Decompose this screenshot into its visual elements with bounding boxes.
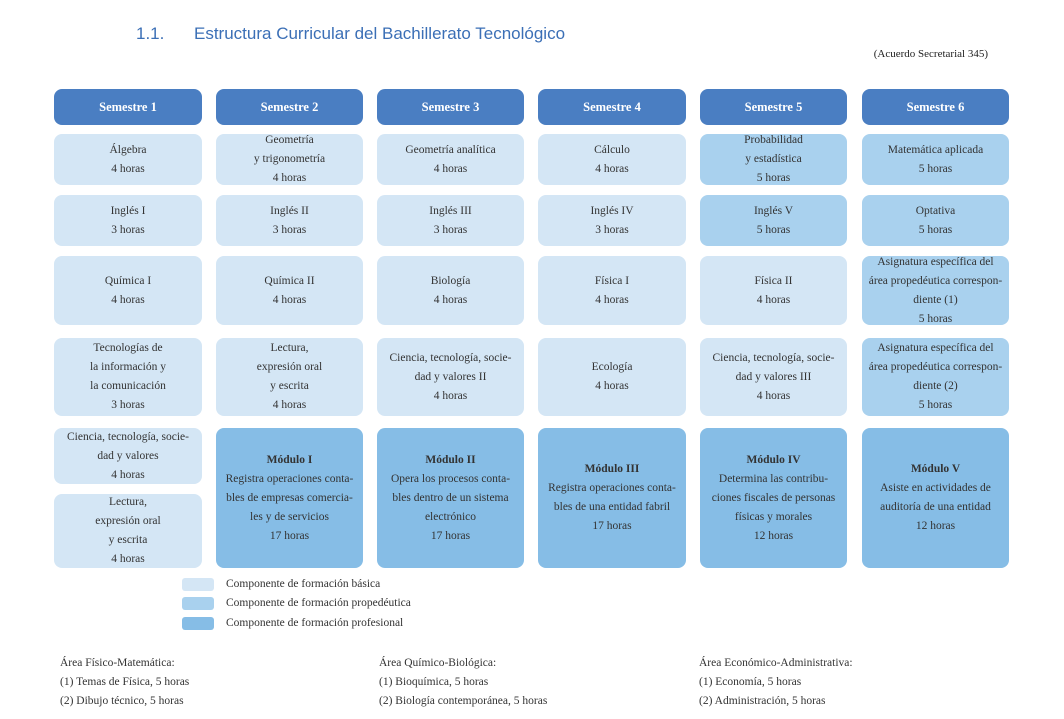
course-name-3: y escrita: [270, 380, 309, 392]
module-hours: 12 horas: [753, 529, 794, 542]
module-2: [377, 428, 524, 568]
course-ciencia-tecnologia-1: [54, 428, 202, 484]
course-tecnologias-informacion: [54, 338, 202, 416]
course-name: Probabilidad: [744, 134, 803, 146]
course-hours: 4 horas: [111, 162, 145, 175]
course-name-2: expresión oral: [95, 515, 161, 527]
course-hours: 4 horas: [595, 162, 629, 175]
module-title: Módulo II: [425, 453, 476, 466]
semester-1-header: Semestre 1: [54, 89, 202, 125]
area-economico-administrativa: [699, 654, 853, 711]
course-fisica-2: [700, 256, 847, 325]
module-line: físicas y morales: [734, 510, 813, 523]
legend-professional: [182, 616, 403, 630]
module-line: ciones fiscales de personas: [711, 491, 836, 504]
module-line: Opera los procesos conta-: [390, 472, 511, 485]
course-name: Inglés III: [429, 204, 472, 217]
course-hours: 4 horas: [272, 399, 307, 411]
legend-label: Componente de formación profesional: [226, 617, 404, 629]
area-item: (1) Temas de Física, 5 horas: [60, 676, 190, 688]
module-line: bles de una entidad fabril: [553, 501, 671, 513]
course-name: Matemática aplicada: [887, 143, 984, 156]
course-hours: 5 horas: [918, 223, 953, 236]
module-title: Módulo IV: [746, 453, 801, 466]
course-hours: 3 horas: [111, 399, 145, 411]
course-hours: 5 horas: [756, 223, 791, 236]
module-line: Registra operaciones conta-: [225, 472, 354, 485]
module-hours: 17 horas: [269, 529, 310, 542]
legend-propedeutic: [182, 596, 411, 610]
section-number: 1.1.: [136, 24, 165, 43]
area-title: Área Físico-Matemática:: [60, 657, 175, 669]
course-hours: 4 horas: [433, 389, 468, 402]
course-name: Ciencia, tecnología, socie-: [389, 351, 512, 364]
course-name-2: área propedéutica correspon-: [868, 274, 1003, 287]
module-title: Módulo I: [266, 453, 313, 466]
course-name: Álgebra: [109, 143, 147, 156]
module-line: Determina las contribu-: [718, 472, 829, 485]
area-fisico-matematica: [60, 654, 189, 711]
course-optativa: [862, 195, 1009, 246]
course-name-2: expresión oral: [256, 361, 323, 373]
course-biologia: [377, 256, 524, 325]
course-quimica-2: [216, 256, 363, 325]
semester-5-header: Semestre 5: [700, 89, 847, 125]
course-name: Química I: [104, 274, 152, 287]
course-ingles-3: [377, 195, 524, 246]
course-hours: 4 horas: [272, 293, 307, 306]
module-hours: 17 horas: [430, 529, 471, 542]
module-4: [700, 428, 847, 568]
course-name-2: dad y valores III: [735, 370, 812, 383]
module-line: bles dentro de un sistema: [392, 491, 509, 504]
course-hours: 3 horas: [433, 223, 468, 236]
area-item: (2) Dibujo técnico, 5 horas: [60, 695, 184, 707]
module-title: Módulo III: [584, 463, 640, 475]
course-hours: 4 horas: [595, 293, 629, 306]
page-title: [136, 24, 565, 44]
course-name: Cálculo: [594, 143, 630, 156]
course-name: Biología: [430, 274, 471, 287]
course-hours: 4 horas: [272, 172, 307, 184]
course-hours: 5 horas: [918, 312, 953, 325]
module-5: [862, 428, 1009, 568]
course-fisica-1: [538, 256, 686, 325]
course-ingles-4: [538, 195, 686, 246]
course-name-3: diente (1): [913, 293, 958, 306]
course-name-2: área propedéutica correspon-: [868, 361, 1003, 373]
course-ingles-1: [54, 195, 202, 246]
course-hours: 4 horas: [433, 293, 468, 306]
course-asignatura-especifica-1: [862, 256, 1009, 325]
course-name: Asignatura específica del: [877, 255, 994, 268]
area-item: (1) Bioquímica, 5 horas: [379, 676, 489, 688]
agreement-note: (Acuerdo Secretarial 345): [873, 48, 988, 60]
module-line: les y de servicios: [250, 510, 329, 523]
course-name: Ciencia, tecnología, socie-: [712, 351, 835, 364]
course-name: Química II: [264, 274, 315, 287]
course-name: Inglés II: [270, 204, 309, 217]
module-line: bles de empresas comercia-: [226, 491, 353, 504]
course-name-2: y trigonometría: [253, 153, 326, 165]
course-hours: 4 horas: [111, 553, 145, 565]
course-quimica-1: [54, 256, 202, 325]
semester-6-header: Semestre 6: [862, 89, 1009, 125]
course-lectura-expresion-oral: [216, 338, 363, 416]
area-quimico-biologica: [379, 654, 547, 711]
legend-swatch-basic: [182, 578, 214, 591]
course-name: Inglés I: [110, 204, 146, 217]
module-1: [216, 428, 363, 568]
legend-label: Componente de formación propedéutica: [226, 597, 411, 609]
legend-swatch-professional: [182, 617, 214, 630]
course-name: Ciencia, tecnología, socie-: [67, 430, 189, 443]
semester-3-header: Semestre 3: [377, 89, 524, 125]
course-hours: 5 horas: [756, 172, 791, 184]
module-hours: 17 horas: [592, 520, 632, 532]
area-item: (2) Administración, 5 horas: [699, 695, 826, 707]
course-hours: 5 horas: [918, 399, 953, 411]
course-ciencia-tecnologia-2: [377, 338, 524, 416]
legend-swatch-propedeutic: [182, 597, 214, 610]
course-name: Geometría analítica: [405, 143, 496, 156]
module-3: [538, 428, 686, 568]
legend-basic: [182, 577, 380, 591]
module-line: electrónico: [424, 510, 477, 523]
section-title: Estructura Curricular del Bachillerato Tecnológico: [194, 24, 566, 43]
course-hours: 3 horas: [595, 223, 629, 236]
course-name: Geometría: [265, 134, 314, 146]
course-hours: 4 horas: [111, 468, 145, 481]
course-name: Física II: [754, 274, 793, 287]
legend-label: Componente de formación básica: [226, 578, 381, 590]
course-hours: 3 horas: [272, 223, 307, 236]
course-name-2: y estadística: [745, 153, 802, 165]
area-title: Área Químico-Biológica:: [379, 657, 497, 669]
course-name-2: dad y valores: [97, 449, 159, 462]
course-hours: 3 horas: [111, 223, 145, 236]
course-name-3: la comunicación: [90, 380, 166, 392]
course-name: Inglés IV: [590, 204, 634, 217]
course-name: Lectura,: [270, 342, 309, 354]
course-ciencia-tecnologia-3: [700, 338, 847, 416]
course-hours: 4 horas: [595, 380, 629, 392]
area-item: (1) Economía, 5 horas: [699, 676, 802, 688]
module-line: auditoría de una entidad: [880, 501, 991, 513]
course-name: Asignatura específica del: [877, 342, 994, 354]
module-line: Registra operaciones conta-: [548, 482, 676, 494]
semester-2-header: Semestre 2: [216, 89, 363, 125]
course-name-3: diente (2): [913, 380, 958, 392]
area-item: (2) Biología contemporánea, 5 horas: [379, 695, 548, 707]
course-probabilidad: [700, 134, 847, 185]
course-hours: 4 horas: [756, 293, 791, 306]
course-name-2: la información y: [89, 361, 166, 373]
module-title: Módulo V: [910, 463, 961, 475]
course-ecologia: [538, 338, 686, 416]
course-hours: 4 horas: [433, 162, 468, 175]
semester-4-header: Semestre 4: [538, 89, 686, 125]
course-name-3: y escrita: [108, 534, 148, 546]
course-name: Tecnologías de: [93, 342, 163, 354]
course-name-2: dad y valores II: [414, 370, 487, 383]
course-asignatura-especifica-2: [862, 338, 1009, 416]
course-calculo: [538, 134, 686, 185]
course-name: Ecología: [591, 361, 633, 373]
course-name: Inglés V: [753, 204, 794, 217]
course-algebra: [54, 134, 202, 185]
area-title: Área Económico-Administrativa:: [699, 657, 853, 669]
course-lectura-semestre-1: [54, 494, 202, 568]
course-matematica-aplicada: [862, 134, 1009, 185]
course-name: Lectura,: [109, 496, 147, 508]
course-geometria-trigonometria: [216, 134, 363, 185]
course-name: Optativa: [915, 204, 956, 217]
course-hours: 5 horas: [918, 162, 953, 175]
course-ingles-5: [700, 195, 847, 246]
course-hours: 4 horas: [756, 389, 791, 402]
course-ingles-2: [216, 195, 363, 246]
module-hours: 12 horas: [915, 520, 956, 532]
module-line: Asiste en actividades de: [880, 482, 991, 494]
course-geometria-analitica: [377, 134, 524, 185]
course-name: Física I: [594, 274, 630, 287]
course-hours: 4 horas: [111, 293, 145, 306]
